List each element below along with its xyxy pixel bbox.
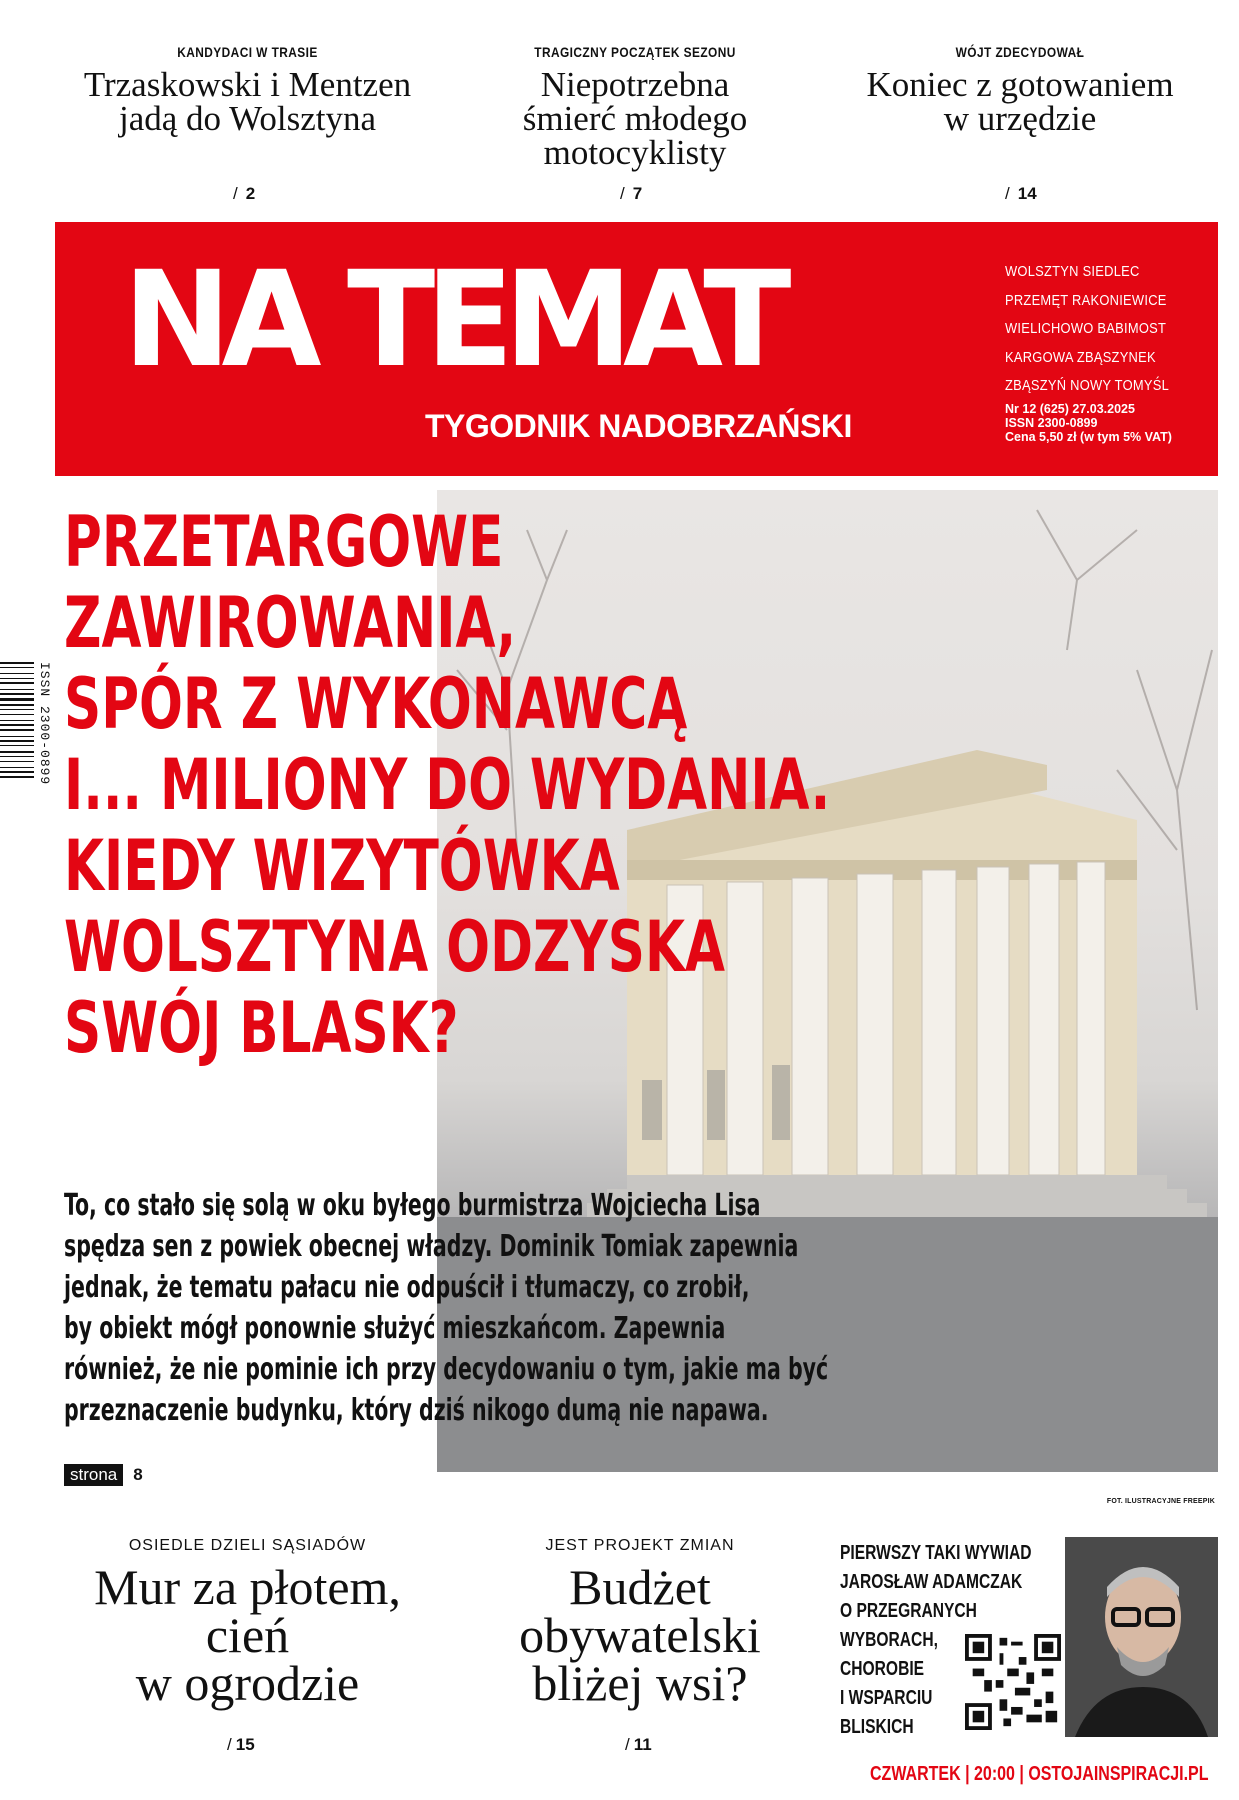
towns-line: PRZEMĘT RAKONIEWICE xyxy=(1005,291,1167,309)
issue-info: Nr 12 (625) 27.03.2025 ISSN 2300-0899 Cena 5,50 zł (w tym 5% VAT) xyxy=(1005,402,1172,444)
barcode-isbn: ISSN 2300-0899 xyxy=(37,662,52,786)
masthead xyxy=(55,222,1218,476)
masthead-subtitle: TYGODNIK NADOBRZAŃSKI xyxy=(425,408,852,444)
interview-footer[interactable]: CZWARTEK | 20:00 | OSTOJAINSPIRACJI.PL xyxy=(870,1763,1209,1785)
main-headline[interactable]: PRZETARGOWE ZAWIROWANIA, SPÓR Z WYKONAWCĄ I... MILIONY DO WYDANIA. KIEDY WIZYTÓWKA WOLSZTYNA ODZYSKA SWÓJ BLASK? xyxy=(64,501,831,1069)
towns-line: WIELICHOWO BABIMOST xyxy=(1005,320,1167,337)
qr-code[interactable] xyxy=(965,1634,1061,1730)
teaser-kicker: TRAGICZNY POCZĄTEK SEZONU xyxy=(534,44,736,60)
interview-text: PIERWSZY TAKI WYWIAD JAROSŁAW ADAMCZAK O PRZEGRANYCH WYBORACH, CHOROBIE I WSPARCIU BLISKICH xyxy=(840,1542,1032,1738)
interview-promo[interactable] xyxy=(840,1537,1218,1795)
towns-line: KARGOWA ZBĄSZYNEK xyxy=(1005,348,1156,366)
teaser-page-ref: / 7 xyxy=(620,184,643,203)
teaser-kicker: WÓJT ZDECYDOWAŁ xyxy=(955,44,1085,60)
main-page-ref xyxy=(64,1464,143,1486)
teaser-kicker: JEST PROJEKT ZMIAN xyxy=(545,1537,735,1554)
teaser-wojt[interactable] xyxy=(845,44,1195,203)
teaser-headline: Mur za płotem, cień w ogrodzie xyxy=(94,1559,401,1711)
page-label: strona xyxy=(64,1464,123,1486)
teaser-page-ref: / 2 xyxy=(233,184,256,203)
barcode xyxy=(0,662,34,812)
teaser-motocyklista[interactable] xyxy=(465,44,805,203)
teaser-kandydaci[interactable] xyxy=(55,44,440,203)
towns-list xyxy=(1005,258,1196,401)
teaser-page-ref: / 15 xyxy=(227,1735,255,1754)
teaser-page-ref: / 14 xyxy=(1005,184,1037,203)
teaser-budzet[interactable] xyxy=(470,1537,810,1754)
teaser-headline: Niepotrzebna śmierć młodego motocyklisty xyxy=(522,65,748,172)
teaser-kicker: KANDYDACI W TRASIE xyxy=(177,44,318,60)
masthead-logo[interactable]: NA TEMAT xyxy=(123,243,782,397)
teaser-headline: Budżet obywatelski bliżej wsi? xyxy=(519,1559,761,1711)
photo-credit: FOT. ILUSTRACYJNE FREEPIK xyxy=(1106,1498,1215,1505)
teaser-page-ref: / 11 xyxy=(625,1735,652,1754)
teaser-headline: Trzaskowski i Mentzen jadą do Wolsztyna xyxy=(83,65,412,138)
towns-line: ZBĄSZYŃ NOWY TOMYŚL xyxy=(1005,377,1170,394)
teaser-kicker: OSIEDLE DZIELI SĄSIADÓW xyxy=(128,1537,367,1554)
main-lede: To, co stało się solą w oku byłego burmistrza Wojciecha Lisa spędza sen z powiek obecnej władzy. Dominik Tomiak zapewnia jednak, że tematu pałacu nie odpuścił i tłumaczy, co zrobił, by obiekt mógł ponownie służyć mieszkańcom. Zapewnia również, że nie pominie ich przy decydowaniu o tym, jakie ma być przeznaczenie budynku, który dziś nikogo dumą nie napawa. xyxy=(64,1188,829,1428)
teaser-headline: Koniec z gotowaniem w urzędzie xyxy=(866,65,1174,138)
interview-portrait xyxy=(1065,1537,1218,1737)
portrait-illustration xyxy=(1065,1537,1218,1737)
teaser-mur[interactable] xyxy=(55,1537,440,1754)
page-number: 8 xyxy=(133,1465,143,1484)
towns-line: WOLSZTYN SIEDLEC xyxy=(1005,263,1140,280)
